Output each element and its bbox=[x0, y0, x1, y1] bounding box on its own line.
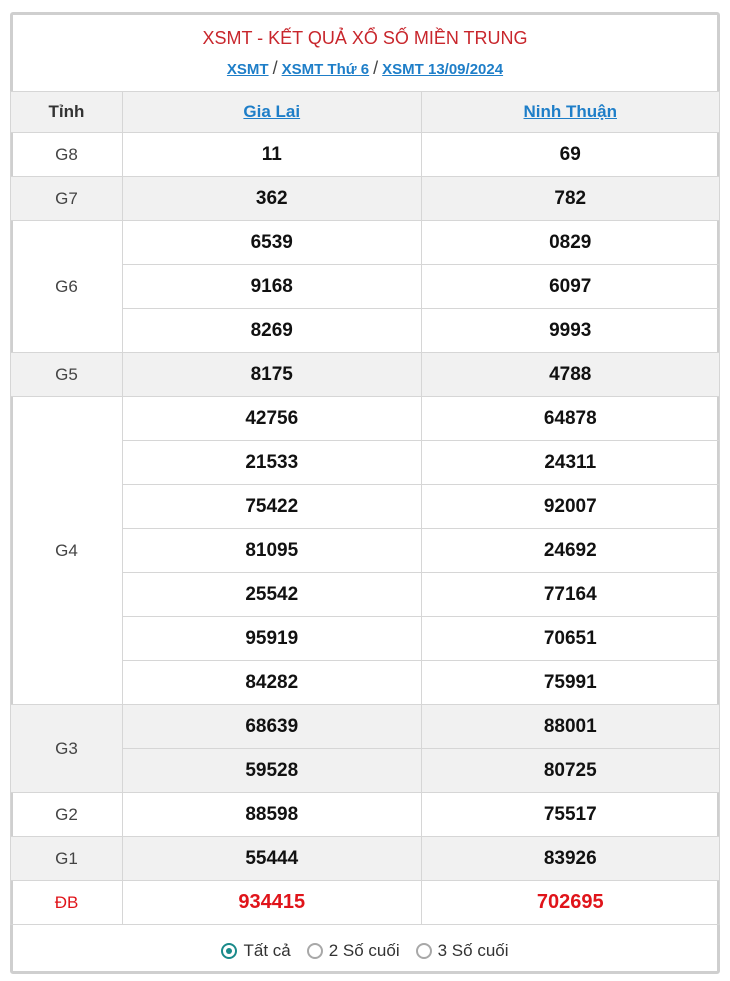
table-row bbox=[11, 705, 720, 749]
radio-icon[interactable] bbox=[221, 943, 237, 959]
radio-icon[interactable] bbox=[307, 943, 323, 959]
table-row bbox=[11, 397, 720, 441]
prize-label: G5 bbox=[11, 353, 123, 397]
column-header-ninh-thuan bbox=[421, 92, 720, 133]
prize-number: 6539 bbox=[123, 221, 422, 265]
results-table bbox=[10, 91, 720, 925]
breadcrumb-separator: / bbox=[373, 58, 379, 78]
table-header-row bbox=[11, 92, 720, 133]
filter-option-last-3[interactable] bbox=[416, 941, 509, 961]
radio-icon[interactable] bbox=[416, 943, 432, 959]
filter-option-label: 2 Số cuối bbox=[328, 941, 400, 960]
prize-number: 75517 bbox=[421, 793, 720, 837]
filter-option-last-2[interactable] bbox=[307, 941, 400, 961]
prize-number: 4788 bbox=[421, 353, 720, 397]
filter-option-label: Tất cả bbox=[243, 941, 291, 960]
prize-number: 70651 bbox=[421, 617, 720, 661]
prize-label: G7 bbox=[11, 177, 123, 221]
prize-number: 8175 bbox=[123, 353, 422, 397]
prize-number: 362 bbox=[123, 177, 422, 221]
digit-filter bbox=[13, 925, 717, 977]
breadcrumb-link-xsmt-thu-6[interactable]: XSMT Thứ 6 bbox=[281, 61, 370, 78]
prize-number: 8269 bbox=[123, 309, 422, 353]
prize-number: 69 bbox=[421, 133, 720, 177]
prize-number: 11 bbox=[123, 133, 422, 177]
prize-label: G4 bbox=[11, 397, 123, 705]
prize-number: 83926 bbox=[421, 837, 720, 881]
prize-label: G6 bbox=[11, 221, 123, 353]
prize-number: 81095 bbox=[123, 529, 422, 573]
prize-number: 21533 bbox=[123, 441, 422, 485]
province-link-ninh-thuan[interactable]: Ninh Thuận bbox=[523, 102, 617, 121]
prize-label: G2 bbox=[11, 793, 123, 837]
results-header bbox=[13, 15, 717, 91]
table-row bbox=[11, 177, 720, 221]
prize-number: 75991 bbox=[421, 661, 720, 705]
prize-number: 88001 bbox=[421, 705, 720, 749]
breadcrumb bbox=[13, 58, 717, 80]
prize-number: 88598 bbox=[123, 793, 422, 837]
table-row bbox=[11, 221, 720, 265]
prize-number: 25542 bbox=[123, 573, 422, 617]
filter-option-all[interactable] bbox=[221, 941, 290, 961]
prize-label: ĐB bbox=[11, 881, 123, 925]
prize-number: 782 bbox=[421, 177, 720, 221]
prize-number: 9168 bbox=[123, 265, 422, 309]
prize-number: 80725 bbox=[421, 749, 720, 793]
filter-option-label: 3 Số cuối bbox=[437, 941, 509, 960]
prize-label: G8 bbox=[11, 133, 123, 177]
prize-number: 68639 bbox=[123, 705, 422, 749]
table-row bbox=[11, 353, 720, 397]
prize-number: 702695 bbox=[421, 881, 720, 925]
prize-number: 42756 bbox=[123, 397, 422, 441]
prize-number: 84282 bbox=[123, 661, 422, 705]
column-header-gia-lai bbox=[123, 92, 422, 133]
column-header-province-label: Tỉnh bbox=[11, 92, 123, 133]
prize-number: 24692 bbox=[421, 529, 720, 573]
table-row bbox=[11, 793, 720, 837]
prize-number: 934415 bbox=[123, 881, 422, 925]
prize-number: 92007 bbox=[421, 485, 720, 529]
prize-number: 9993 bbox=[421, 309, 720, 353]
table-row bbox=[11, 133, 720, 177]
prize-label: G1 bbox=[11, 837, 123, 881]
prize-number: 75422 bbox=[123, 485, 422, 529]
prize-number: 64878 bbox=[421, 397, 720, 441]
page-title: XSMT - KẾT QUẢ XỔ SỐ MIỀN TRUNG bbox=[202, 28, 528, 48]
table-row bbox=[11, 837, 720, 881]
breadcrumb-separator: / bbox=[272, 58, 278, 78]
prize-number: 59528 bbox=[123, 749, 422, 793]
results-card bbox=[10, 12, 720, 974]
prize-number: 6097 bbox=[421, 265, 720, 309]
prize-number: 77164 bbox=[421, 573, 720, 617]
breadcrumb-link-xsmt[interactable]: XSMT bbox=[226, 61, 269, 78]
table-row bbox=[11, 881, 720, 925]
breadcrumb-link-xsmt-date[interactable]: XSMT 13/09/2024 bbox=[382, 61, 504, 78]
province-link-gia-lai[interactable]: Gia Lai bbox=[243, 102, 301, 121]
prize-number: 55444 bbox=[123, 837, 422, 881]
prize-number: 24311 bbox=[421, 441, 720, 485]
prize-number: 95919 bbox=[123, 617, 422, 661]
prize-number: 0829 bbox=[421, 221, 720, 265]
prize-label: G3 bbox=[11, 705, 123, 793]
